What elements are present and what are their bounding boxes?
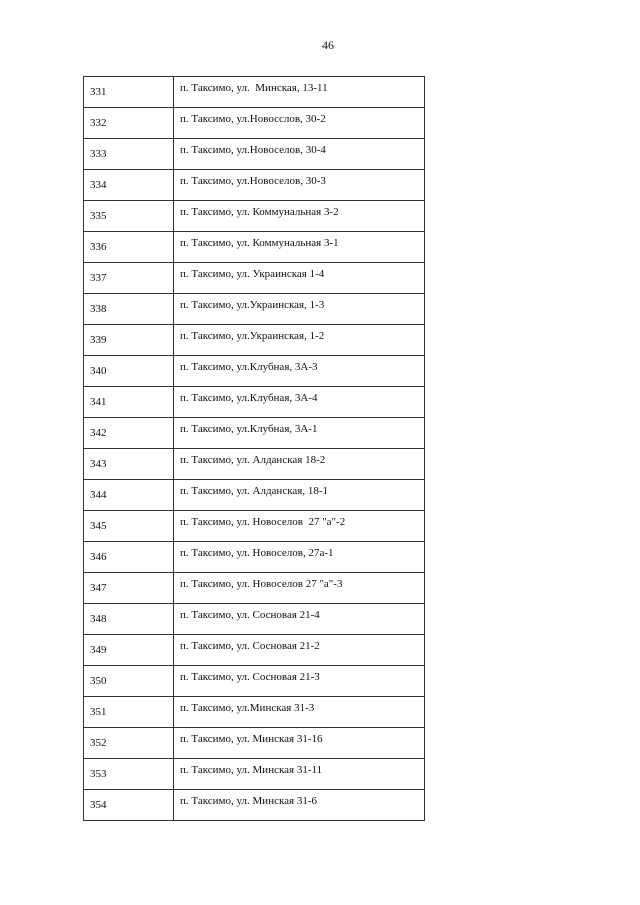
table-row	[84, 139, 425, 170]
row-address: п. Таксимо, ул. Коммунальная 3-2	[174, 201, 425, 232]
row-number: 342	[84, 418, 174, 449]
table-row	[84, 666, 425, 697]
row-address: п. Таксимо, ул. Сосновая 21-2	[174, 635, 425, 666]
row-address: п. Таксимо, ул.Новоселов, 30-3	[174, 170, 425, 201]
row-address: п. Таксимо, ул. Минская, 13-11	[174, 77, 425, 108]
row-number: 331	[84, 77, 174, 108]
table-row	[84, 77, 425, 108]
table-row	[84, 201, 425, 232]
address-table	[83, 76, 425, 821]
table-row	[84, 759, 425, 790]
row-address: п. Таксимо, ул.Минская 31-3	[174, 697, 425, 728]
table-row	[84, 480, 425, 511]
table-row	[84, 635, 425, 666]
table-row	[84, 294, 425, 325]
row-address: п. Таксимо, ул. Минская 31-16	[174, 728, 425, 759]
table-row	[84, 325, 425, 356]
row-number: 348	[84, 604, 174, 635]
row-number: 339	[84, 325, 174, 356]
table-row	[84, 790, 425, 821]
row-number: 350	[84, 666, 174, 697]
table-row	[84, 697, 425, 728]
row-number: 352	[84, 728, 174, 759]
row-address: п. Таксимо, ул.Клубная, 3А-3	[174, 356, 425, 387]
row-number: 340	[84, 356, 174, 387]
row-number: 345	[84, 511, 174, 542]
table-row	[84, 108, 425, 139]
row-number: 353	[84, 759, 174, 790]
row-number: 343	[84, 449, 174, 480]
table-row	[84, 573, 425, 604]
row-address: п. Таксимо, ул. Алданская, 18-1	[174, 480, 425, 511]
row-address: п. Таксимо, ул. Минская 31-11	[174, 759, 425, 790]
row-address: п. Таксимо, ул. Алданская 18-2	[174, 449, 425, 480]
row-number: 333	[84, 139, 174, 170]
row-address: п. Таксимо, ул. Сосновая 21-3	[174, 666, 425, 697]
row-address: п. Таксимо, ул.Новосслов, 30-2	[174, 108, 425, 139]
row-address: п. Таксимо, ул. Сосновая 21-4	[174, 604, 425, 635]
row-number: 334	[84, 170, 174, 201]
row-address: п. Таксимо, ул. Коммунальная 3-1	[174, 232, 425, 263]
row-address: п. Таксимо, ул. Новоселов 27 "а"-3	[174, 573, 425, 604]
row-address: п. Таксимо, ул.Украинская, 1-3	[174, 294, 425, 325]
row-address: п. Таксимо, ул.Клубная, 3А-4	[174, 387, 425, 418]
table-row	[84, 511, 425, 542]
row-number: 338	[84, 294, 174, 325]
table-row	[84, 263, 425, 294]
row-number: 336	[84, 232, 174, 263]
row-address: п. Таксимо, ул. Новоселов, 27а-1	[174, 542, 425, 573]
table-row	[84, 170, 425, 201]
row-number: 349	[84, 635, 174, 666]
table-row	[84, 542, 425, 573]
row-number: 351	[84, 697, 174, 728]
address-table-body	[84, 77, 425, 821]
row-address: п. Таксимо, ул.Клубная, 3А-1	[174, 418, 425, 449]
table-row	[84, 449, 425, 480]
row-address: п. Таксимо, ул.Украинская, 1-2	[174, 325, 425, 356]
row-number: 332	[84, 108, 174, 139]
row-address: п. Таксимо, ул.Новоселов, 30-4	[174, 139, 425, 170]
row-address: п. Таксимо, ул. Минская 31-6	[174, 790, 425, 821]
table-row	[84, 604, 425, 635]
row-number: 344	[84, 480, 174, 511]
row-number: 335	[84, 201, 174, 232]
page-number: 46	[322, 38, 334, 52]
table-row	[84, 356, 425, 387]
table-row	[84, 232, 425, 263]
row-number: 346	[84, 542, 174, 573]
row-number: 337	[84, 263, 174, 294]
table-row	[84, 728, 425, 759]
row-address: п. Таксимо, ул. Новоселов 27 "а"-2	[174, 511, 425, 542]
row-number: 347	[84, 573, 174, 604]
table-row	[84, 387, 425, 418]
row-number: 341	[84, 387, 174, 418]
row-number: 354	[84, 790, 174, 821]
row-address: п. Таксимо, ул. Украинская 1-4	[174, 263, 425, 294]
table-row	[84, 418, 425, 449]
